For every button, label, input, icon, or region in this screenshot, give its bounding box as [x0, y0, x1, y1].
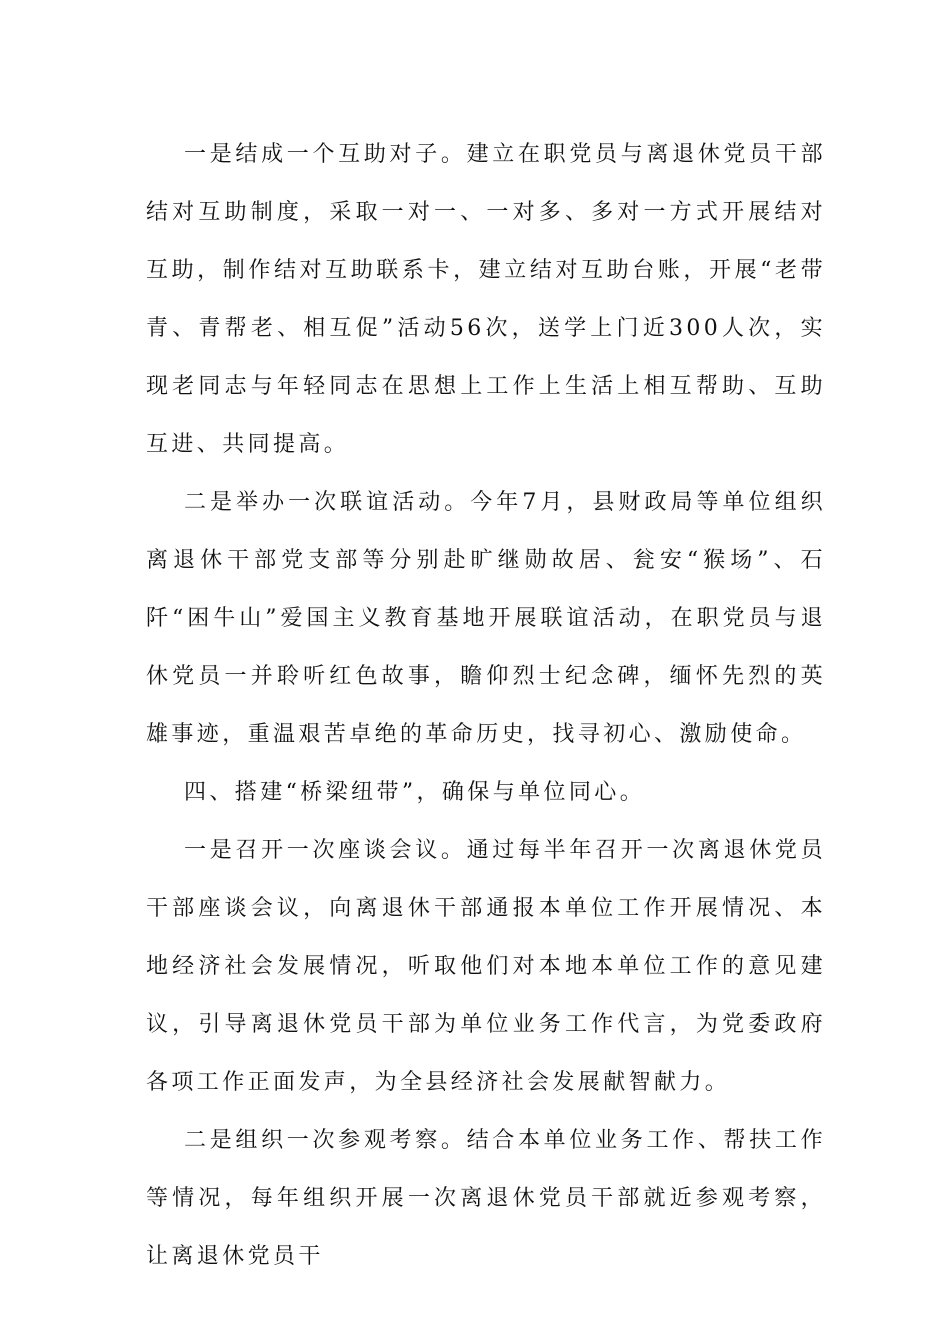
paragraph-mutual-aid: 一是结成一个互助对子。建立在职党员与离退休党员干部结对互助制度，采取一对一、一对多、多对一方式开展结对互助，制作结对互助联系卡，建立结对互助台账，开展“老带青、青帮老、相互促”活动56次，送学上门近300人次，实现老同志与年轻同志在思想上工作上生活上相互帮助、互助互进、共同提高。	[146, 142, 826, 457]
paragraph-symposium: 一是召开一次座谈会议。通过每半年召开一次离退休党员干部座谈会议，向离退休干部通报本单位工作开展情况、本地经济社会发展情况，听取他们对本地本单位工作的意见建议，引导离退休党员干部为单位业务工作代言，为党委政府各项工作正面发声，为全县经济社会发展献智献力。	[146, 838, 826, 1095]
paragraph-inspection-visit: 二是组织一次参观考察。结合本单位业务工作、帮扶工作等情况，每年组织开展一次离退休党员干部就近参观考察，让离退休党员干	[146, 1128, 826, 1269]
paragraph-friendship-activity: 二是举办一次联谊活动。今年7月，县财政局等单位组织离退休干部党支部等分别赴旷继勋故居、瓮安“猴场”、石阡“困牛山”爱国主义教育基地开展联谊活动，在职党员与退休党员一并聆听红色故事，瞻仰烈士纪念碑，缅怀先烈的英雄事迹，重温艰苦卓绝的革命历史，找寻初心、激励使命。	[146, 490, 826, 747]
document-body	[146, 126, 826, 1286]
section-heading-bridge: 四、搭建“桥梁纽带”，确保与单位同心。	[184, 780, 646, 805]
